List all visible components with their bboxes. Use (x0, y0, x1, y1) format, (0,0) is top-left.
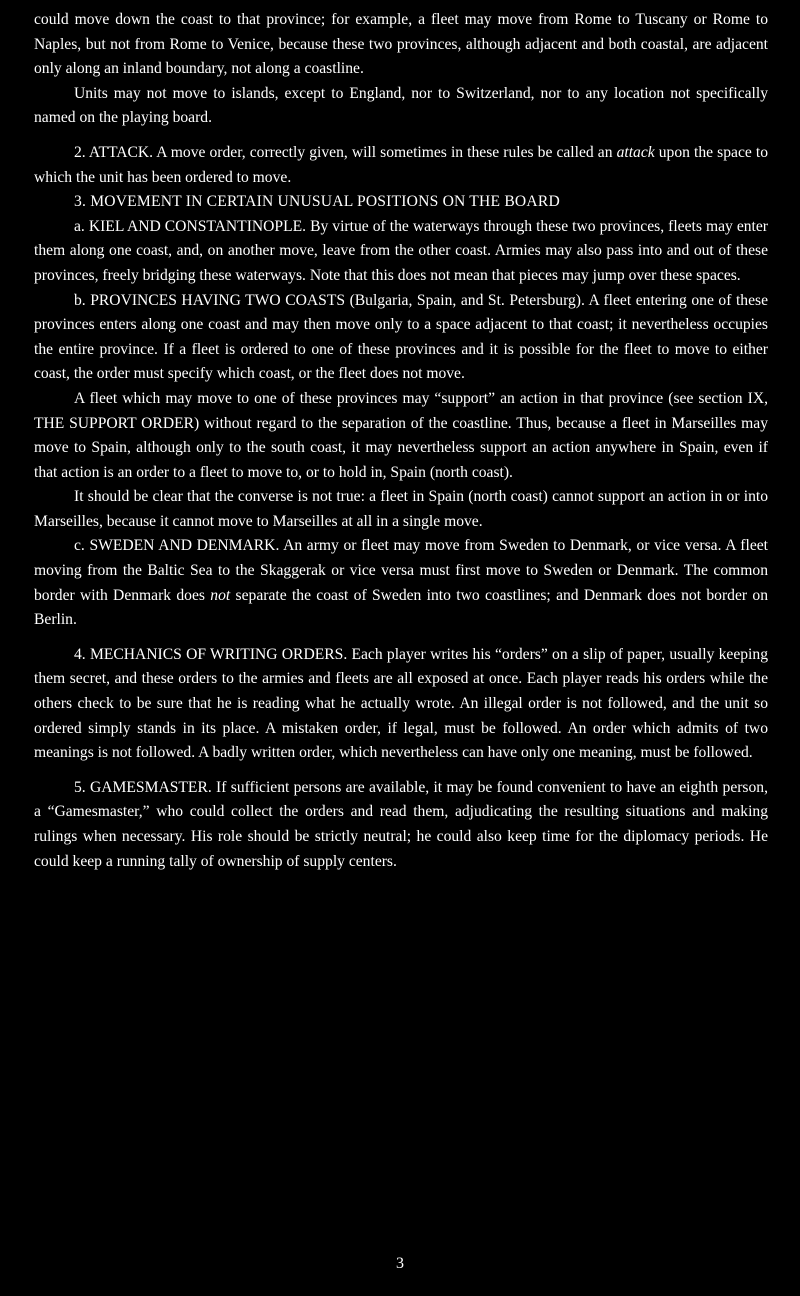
paragraph-attack (34, 141, 768, 190)
attack-text-before: 2. ATTACK. A move order, correctly given, will sometimes in these rules be called an (74, 143, 617, 161)
paragraph-coastal-movement: could move down the coast to that province; for example, a fleet may move from Rome to Tuscany or Rome to Naples, but not from Rome to Venice, because these two provinces, although adjacent and both coastal, are adjacent only along an inland boundary, not along a coastline. (34, 11, 768, 78)
paragraph-writing-orders: 4. MECHANICS OF WRITING ORDERS. Each player writes his “orders” on a slip of paper, usually keeping them secret, and these orders to the armies and fleets are all exposed at once. Each player reads his orders while the others check to be sure that he is reading what he actually wrote. An illegal order is not followed, and the unit so ordered simply stands in its place. A mistaken order, if legal, must be followed. An order which admits of two meanings is not followed. A badly written order, which nevertheless can have only one meaning, must be followed. (34, 645, 768, 762)
paragraph-islands: Units may not move to islands, except to England, nor to Switzerland, nor to any location not specifically named on the playing board. (34, 84, 768, 127)
page-number: 3 (396, 1255, 404, 1272)
paragraph-converse: It should be clear that the converse is not true: a fleet in Spain (north coast) cannot support an action in or into Marseilles, because it cannot move to Marseilles at all in a single move. (34, 488, 768, 530)
paragraph-support-coast: A fleet which may move to one of these provinces may “support” an action in that province (see section IX, THE SUPPORT ORDER) without regard to the separation of the coastline. Thus, because a fleet in Marseilles may move to Spain, although only to the south coast, it may nevertheless support an action anywhere in Spain, even if that action is an order to a fleet to move to, or to hold in, Spain (north coast). (34, 389, 768, 481)
paragraph-kiel-constantinople: a. KIEL AND CONSTANTINOPLE. By virtue of the waterways through these two provinces, fleets may enter them along one coast, and, on another move, leave from the other coast. Armies may also pass into and out of these provinces, freely bridging these waterways. Note that this does not mean that pieces may jump over these spaces. (34, 217, 768, 284)
paragraph-sweden-denmark (34, 534, 768, 632)
sweden-text-before: c. SWEDEN AND DENMARK. An army or fleet may move from Sweden to Denmark, or vice versa. A fleet moving from the Baltic Sea to the Skaggerak or vice versa must first move to Sweden or Denmark. The common border with Denmark does (34, 537, 768, 604)
section-heading-unusual-positions: 3. MOVEMENT IN CERTAIN UNUSUAL POSITIONS ON THE BOARD (74, 193, 560, 211)
sweden-text-after: separate the coast of Sweden into two coastlines; and Denmark does not border on Berlin. (34, 586, 768, 629)
attack-text-after: upon the space to which the unit has been ordered to move. (34, 143, 768, 186)
paragraph-gamesmaster: 5. GAMESMASTER. If sufficient persons are available, it may be found convenient to have an eighth person, a “Gamesmaster,” who could collect the orders and read them, adjudicating the resulting situations and making rulings when necessary. His role should be strictly neutral; he could also keep time for the diplomacy periods. He could keep a running tally of ownership of supply centers. (34, 778, 768, 870)
sweden-emphasis: not (210, 586, 231, 604)
attack-emphasis: attack (616, 143, 655, 161)
paragraph-two-coasts: b. PROVINCES HAVING TWO COASTS (Bulgaria, Spain, and St. Petersburg). A fleet entering one of these provinces enters along one coast and may then move only to a space adjacent to that coast; it nevertheless occupies the entire province. If a fleet is ordered to one of these provinces and it is possible for the fleet to move to either coast, the order must specify which coast, or the fleet does not move. (34, 291, 768, 383)
